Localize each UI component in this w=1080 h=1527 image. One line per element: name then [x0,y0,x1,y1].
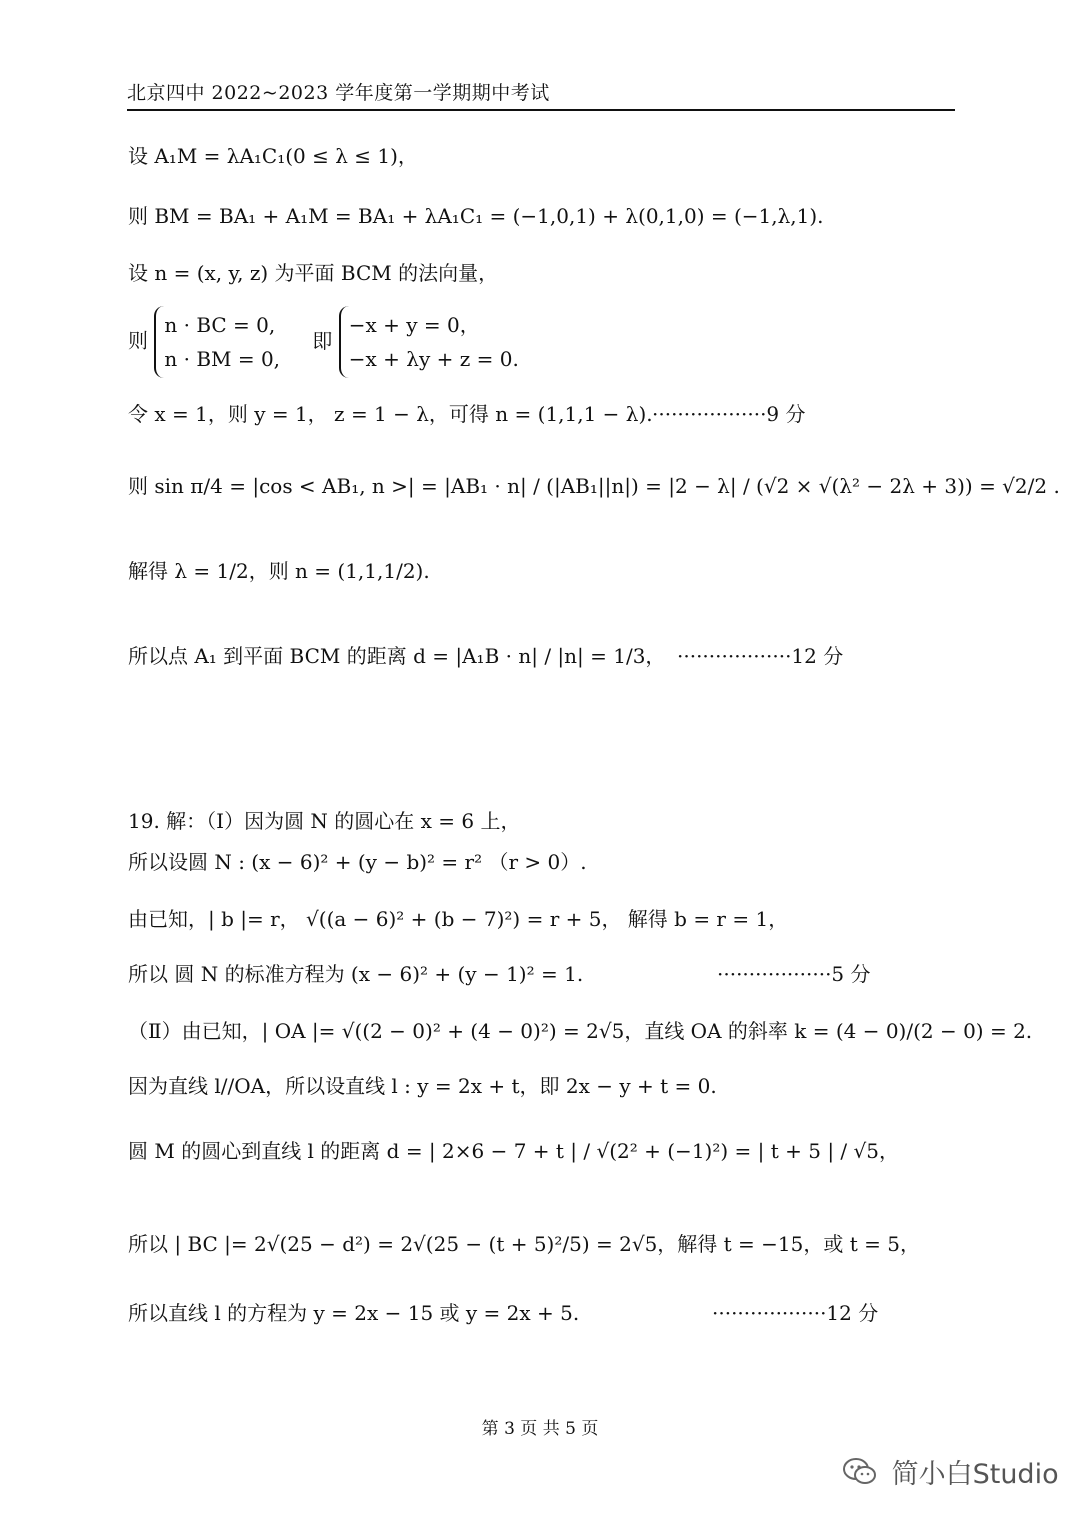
solution-line-5: 令 x = 1，则 y = 1， z = 1 − λ，可得 n = (1,1,1 − λ). [128,402,653,426]
solution-line-1: 设 A₁M = λA₁C₁(0 ≤ λ ≤ 1)， [128,144,418,168]
score-mark-12b: ··················12 分 [712,1301,879,1325]
solution-line-7: 解得 λ = 1/2，则 n = (1,1,1/2). [128,559,430,583]
q19-line-8: 所以 | BC |= 2√(25 − d²) = 2√(25 − (t + 5)²/5) = 2√5，解得 t = −15，或 t = 5， [128,1232,920,1256]
watermark [843,1452,1059,1494]
solution-line-8: 所以点 A₁ 到平面 BCM 的距离 d = |A₁B · n| / |n| = 1/3， [128,644,666,668]
q19-line-3: 由已知，| b |= r， √((a − 6)² + (b − 7)²) = r + 5， 解得 b = r = 1， [128,907,789,931]
q19-line-9: 所以直线 l 的方程为 y = 2x − 15 或 y = 2x + 5. [128,1301,580,1325]
q19-line-5: （Ⅱ）由已知，| OA |= √((2 − 0)² + (4 − 0)²) = 2√5，直线 OA 的斜率 k = (4 − 0)/(2 − 0) = 2. [128,1019,1033,1043]
equation-system-2 [339,306,527,378]
system-1-eq-2: n · BM = 0, [164,347,281,371]
score-mark-12a: ··················12 分 [677,644,844,668]
system-2-eq-2: −x + λy + z = 0. [348,347,519,371]
q19-line-4: 所以 圆 N 的标准方程为 (x − 6)² + (y − 1)² = 1. [128,962,584,986]
solution-line-2: 则 BM = BA₁ + A₁M = BA₁ + λA₁C₁ = (−1,0,1) + λ(0,1,0) = (−1,λ,1). [128,204,824,228]
then-label: 则 [128,328,148,353]
page-header: 北京四中 2022~2023 学年度第一学期期中考试 [127,78,955,111]
system-1-eq-1: n · BC = 0, [164,313,276,337]
score-mark-5: ··················5 分 [717,962,871,986]
namely-label: 即 [312,328,333,353]
solution-line-4 [128,306,527,378]
score-mark-9: ··················9 分 [652,402,806,426]
watermark-text: 简小白Studio [891,1459,1059,1490]
system-2-eq-1: −x + y = 0， [348,313,480,337]
q19-line-2: 所以设圆 N : (x − 6)² + (y − b)² = r² （r > 0）. [128,850,587,874]
q19-line-6: 因为直线 l//OA，所以设直线 l : y = 2x + t，即 2x − y + t = 0. [128,1074,717,1098]
q19-line-7: 圆 M 的圆心到直线 l 的距离 d = | 2×6 − 7 + t | / √(2² + (−1)²) = | t + 5 | / √5， [128,1139,899,1163]
solution-line-6: 则 sin π/4 = |cos < AB₁, n >| = |AB₁ · n| / (|AB₁||n|) = |2 − λ| / (√2 × √(λ² − 2λ + 3)) = √2/2 . [128,474,1060,498]
solution-line-3: 设 n = (x, y, z) 为平面 BCM 的法向量， [128,261,499,285]
page-footer: 第 3 页 共 5 页 [481,1419,599,1439]
q19-line-1: 19. 解：（Ⅰ）因为圆 N 的圆心在 x = 6 上， [128,809,521,833]
wechat-icon [843,1457,877,1494]
equation-system-1 [154,306,288,378]
